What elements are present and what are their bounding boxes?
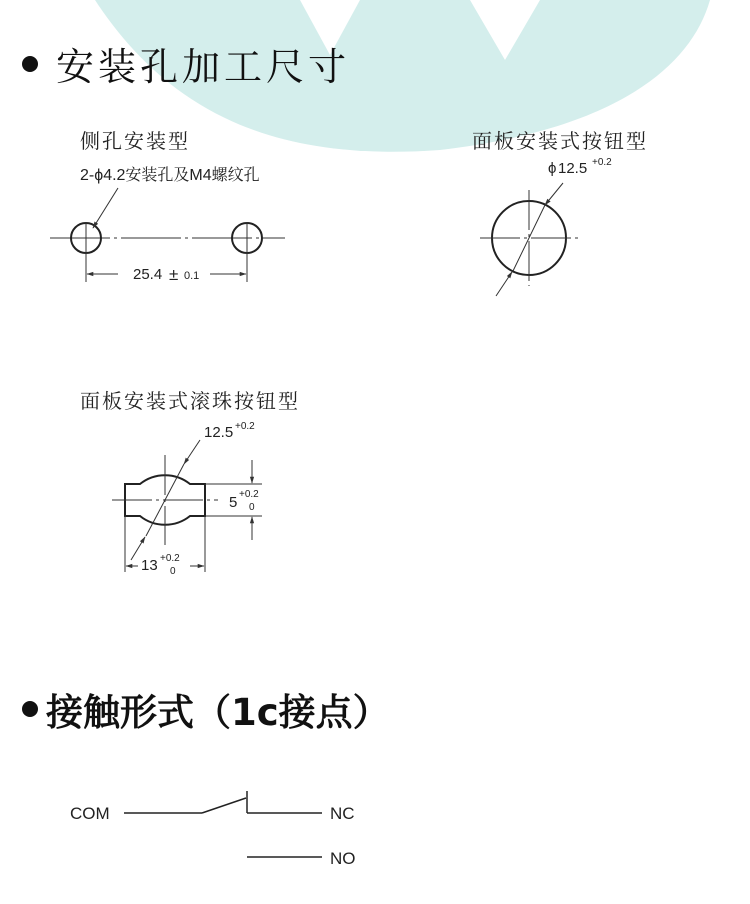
panel-button-title: 面板安装式按钮型 bbox=[472, 129, 648, 153]
no-label: NO bbox=[330, 849, 356, 868]
flat-tolerance-lower: 0 bbox=[249, 502, 255, 513]
spacing-tolerance-sign: ± bbox=[169, 265, 179, 284]
nc-label: NC bbox=[330, 804, 355, 823]
side-hole-label: 2-ϕ4.2安装孔及M4螺纹孔 bbox=[80, 167, 260, 184]
switch-lever bbox=[202, 798, 246, 813]
spacing-value: 25.4 bbox=[133, 266, 163, 283]
roller-diameter-value: 12.5 bbox=[204, 424, 234, 441]
section-title: 安装孔加工尺寸 bbox=[56, 45, 351, 89]
roller-button-title: 面板安装式滚珠按钮型 bbox=[80, 389, 300, 413]
hole-leader-arrow bbox=[93, 188, 118, 228]
roller-leader-top bbox=[184, 440, 200, 464]
side-hole-title: 侧孔安装型 bbox=[80, 129, 190, 153]
spacing-tolerance: 0.1 bbox=[184, 270, 200, 282]
roller-button-diagram bbox=[112, 421, 262, 577]
panel-diameter-symbol: ϕ bbox=[548, 160, 557, 177]
section-title: 接触形式（1c接点） bbox=[46, 691, 390, 734]
flat-value: 5 bbox=[229, 494, 238, 511]
contact-diagram bbox=[70, 791, 356, 868]
panel-leader-bottom bbox=[496, 272, 512, 296]
roller-diameter-tolerance: +0.2 bbox=[235, 421, 255, 432]
bullet-icon bbox=[22, 701, 38, 717]
com-label: COM bbox=[70, 804, 110, 823]
width-tolerance-upper: +0.2 bbox=[160, 553, 180, 564]
panel-diameter-value: 12.5 bbox=[558, 160, 588, 177]
panel-leader-top bbox=[545, 183, 563, 205]
width-value: 13 bbox=[141, 557, 158, 574]
width-tolerance-lower: 0 bbox=[170, 566, 176, 577]
panel-button-diagram bbox=[480, 157, 612, 296]
flat-tolerance-upper: +0.2 bbox=[239, 489, 259, 500]
side-hole-diagram bbox=[50, 166, 285, 284]
panel-diameter-tolerance: +0.2 bbox=[592, 157, 612, 168]
section-heading-contact-form bbox=[22, 682, 390, 736]
